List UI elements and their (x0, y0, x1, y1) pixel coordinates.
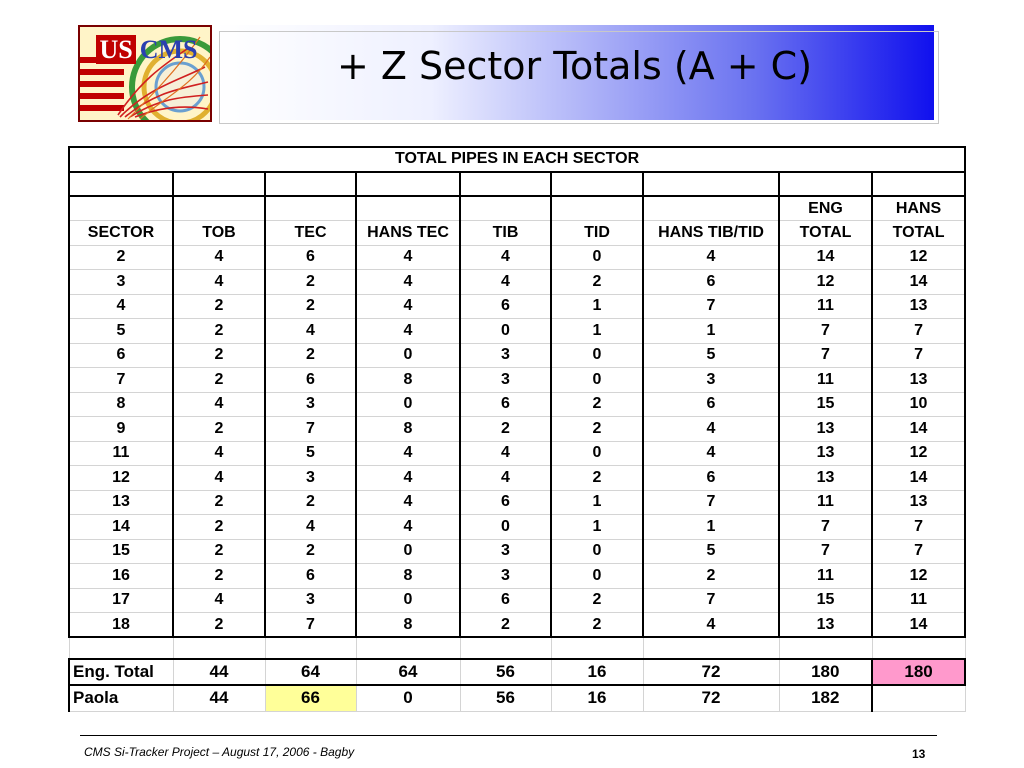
table-cell: 5 (643, 539, 779, 564)
header-cell (551, 196, 643, 221)
table-row (69, 466, 965, 491)
total-cell: 72 (643, 685, 779, 711)
table-cell: 3 (265, 588, 356, 613)
table-cell: 6 (643, 392, 779, 417)
table-cell: 2 (643, 564, 779, 589)
total-cell: 66 (265, 685, 356, 711)
table-cell: 8 (356, 564, 460, 589)
total-cell: Eng. Total (69, 659, 173, 685)
table-cell: 8 (69, 392, 173, 417)
total-cell: 0 (356, 685, 460, 711)
table-cell: 3 (265, 392, 356, 417)
table-cell: 4 (356, 294, 460, 319)
logo-us-text: US (96, 35, 135, 64)
table-cell: 2 (265, 343, 356, 368)
table-cell: 4 (69, 294, 173, 319)
table-row (69, 539, 965, 564)
table-cell: 2 (551, 613, 643, 638)
header-cell (460, 196, 551, 221)
table-cell: 4 (460, 441, 551, 466)
blank-row (69, 637, 965, 659)
header-cell (356, 196, 460, 221)
table-cell: 3 (265, 466, 356, 491)
header-cell: SECTOR (69, 221, 173, 246)
total-cell: 64 (265, 659, 356, 685)
table-cell: 7 (872, 539, 965, 564)
table-cell: 2 (173, 515, 265, 540)
total-cell: 182 (779, 685, 872, 711)
table-cell: 6 (265, 564, 356, 589)
table-cell: 4 (460, 466, 551, 491)
table-cell: 18 (69, 613, 173, 638)
total-cell: 16 (551, 685, 643, 711)
header-cell (69, 196, 173, 221)
table-cell: 1 (551, 294, 643, 319)
table-cell: 13 (779, 417, 872, 442)
table-cell: 4 (173, 270, 265, 295)
table-cell: 2 (173, 613, 265, 638)
header-cell: TOTAL (779, 221, 872, 246)
table-cell: 7 (872, 343, 965, 368)
table-cell: 6 (643, 270, 779, 295)
table-cell: 14 (872, 270, 965, 295)
table-cell: 11 (69, 441, 173, 466)
table-cell: 11 (779, 564, 872, 589)
table-cell: 7 (265, 613, 356, 638)
table-cell: 4 (356, 466, 460, 491)
table-cell: 8 (356, 417, 460, 442)
page-number: 13 (912, 747, 926, 761)
table-cell: 2 (551, 417, 643, 442)
table-cell: 4 (356, 270, 460, 295)
table-cell: 1 (643, 319, 779, 344)
table-row (69, 588, 965, 613)
table-cell: 2 (265, 294, 356, 319)
table-cell: 4 (356, 490, 460, 515)
table-cell: 7 (779, 539, 872, 564)
table-cell: 0 (356, 539, 460, 564)
table-cell: 13 (69, 490, 173, 515)
header-cell (173, 196, 265, 221)
total-cell: 180 (779, 659, 872, 685)
table-cell: 7 (779, 515, 872, 540)
table-cell: 14 (872, 417, 965, 442)
table-row (69, 490, 965, 515)
table-cell: 4 (173, 392, 265, 417)
table-cell: 3 (643, 368, 779, 393)
sector-pipes-table (68, 146, 966, 712)
table-cell: 6 (265, 245, 356, 270)
total-cell: 72 (643, 659, 779, 685)
total-cell: 56 (460, 685, 551, 711)
table-cell: 13 (779, 441, 872, 466)
table-cell: 2 (173, 368, 265, 393)
total-cell: Paola (69, 685, 173, 711)
table-cell: 0 (551, 564, 643, 589)
header-cell: ENG (779, 196, 872, 221)
table-row (69, 343, 965, 368)
table-cell: 12 (69, 466, 173, 491)
table-cell: 7 (779, 343, 872, 368)
table-cell: 4 (356, 319, 460, 344)
table-cell: 1 (551, 490, 643, 515)
table-cell: 4 (265, 515, 356, 540)
table-cell: 3 (460, 564, 551, 589)
table-cell: 14 (872, 613, 965, 638)
table-cell: 1 (551, 319, 643, 344)
table-cell: 13 (779, 613, 872, 638)
table-cell: 2 (265, 490, 356, 515)
table-cell: 2 (551, 392, 643, 417)
table-cell: 4 (265, 319, 356, 344)
table-cell: 7 (779, 319, 872, 344)
table-row (69, 319, 965, 344)
table-cell: 4 (643, 245, 779, 270)
table-cell: 4 (173, 245, 265, 270)
footer-divider (80, 735, 937, 736)
table-cell: 3 (460, 343, 551, 368)
total-cell: 180 (872, 659, 965, 685)
table-cell: 11 (779, 368, 872, 393)
paola-row (69, 685, 965, 711)
table-cell: 7 (69, 368, 173, 393)
table-cell: 4 (643, 417, 779, 442)
total-cell: 44 (173, 685, 265, 711)
footer-text: CMS Si-Tracker Project – August 17, 2006 - Bagby (84, 745, 355, 759)
table-cell: 11 (872, 588, 965, 613)
table-cell: 2 (173, 319, 265, 344)
table-cell: 13 (872, 490, 965, 515)
table-row (69, 564, 965, 589)
table-cell: 9 (69, 417, 173, 442)
table-cell: 7 (643, 490, 779, 515)
table-cell: 7 (643, 294, 779, 319)
header-cell (265, 196, 356, 221)
header-cell: HANS (872, 196, 965, 221)
header-row-top (69, 196, 965, 221)
table-cell: 5 (265, 441, 356, 466)
table-cell: 7 (872, 319, 965, 344)
table-cell: 4 (643, 613, 779, 638)
table-cell: 8 (356, 368, 460, 393)
header-cell: TOB (173, 221, 265, 246)
table-cell: 4 (173, 588, 265, 613)
total-cell: 44 (173, 659, 265, 685)
slide-title: + Z Sector Totals (A + C) (336, 44, 813, 88)
table-cell: 4 (356, 245, 460, 270)
header-cell: TOTAL (872, 221, 965, 246)
table-cell: 4 (356, 515, 460, 540)
table-cell: 2 (69, 245, 173, 270)
table-cell: 5 (643, 343, 779, 368)
table-cell: 15 (69, 539, 173, 564)
header-cell: TID (551, 221, 643, 246)
table-title-row (69, 147, 965, 172)
table-cell: 14 (872, 466, 965, 491)
table-cell: 6 (460, 588, 551, 613)
table-row (69, 515, 965, 540)
table-cell: 0 (356, 343, 460, 368)
header-cell: TEC (265, 221, 356, 246)
table-cell: 2 (551, 270, 643, 295)
table-cell: 3 (460, 539, 551, 564)
table-cell: 7 (643, 588, 779, 613)
logo-cms-text: CMS (139, 35, 198, 64)
table-cell: 15 (779, 588, 872, 613)
table-cell: 2 (460, 417, 551, 442)
table-cell: 14 (69, 515, 173, 540)
table-cell: 2 (551, 466, 643, 491)
table-cell: 11 (779, 294, 872, 319)
table-cell: 0 (356, 392, 460, 417)
table-cell: 15 (779, 392, 872, 417)
table-cell: 7 (872, 515, 965, 540)
table-cell: 2 (265, 539, 356, 564)
table-cell: 4 (460, 270, 551, 295)
table-cell: 4 (356, 441, 460, 466)
table-cell: 13 (872, 294, 965, 319)
blank-row (69, 172, 965, 197)
table-cell: 2 (173, 343, 265, 368)
table-cell: 13 (779, 466, 872, 491)
table-cell: 4 (173, 466, 265, 491)
header-cell: TIB (460, 221, 551, 246)
table-cell: 0 (460, 319, 551, 344)
table-cell: 1 (551, 515, 643, 540)
table-cell: 0 (551, 441, 643, 466)
table-cell: 12 (872, 245, 965, 270)
table-cell: 13 (872, 368, 965, 393)
table-title: TOTAL PIPES IN EACH SECTOR (69, 147, 965, 172)
total-cell: 16 (551, 659, 643, 685)
table-cell: 6 (265, 368, 356, 393)
total-cell: 56 (460, 659, 551, 685)
table-cell: 2 (551, 588, 643, 613)
table-cell: 17 (69, 588, 173, 613)
header-cell: HANS TEC (356, 221, 460, 246)
table-cell: 0 (551, 245, 643, 270)
table-cell: 0 (356, 588, 460, 613)
table-cell: 3 (69, 270, 173, 295)
table-cell: 2 (173, 417, 265, 442)
table-row (69, 270, 965, 295)
eng-total-row (69, 659, 965, 685)
table-row (69, 294, 965, 319)
table-cell: 0 (460, 515, 551, 540)
table-cell: 2 (460, 613, 551, 638)
header-cell: HANS TIB/TID (643, 221, 779, 246)
table-cell: 2 (173, 294, 265, 319)
table-cell: 6 (69, 343, 173, 368)
table-cell: 6 (460, 294, 551, 319)
table-cell: 6 (460, 490, 551, 515)
table-cell: 0 (551, 539, 643, 564)
table-row (69, 613, 965, 638)
table-cell: 8 (356, 613, 460, 638)
table-cell: 4 (460, 245, 551, 270)
table-cell: 6 (643, 466, 779, 491)
table-cell: 12 (779, 270, 872, 295)
table-cell: 5 (69, 319, 173, 344)
table-cell: 2 (265, 270, 356, 295)
table-row (69, 441, 965, 466)
table-cell: 14 (779, 245, 872, 270)
total-cell (872, 685, 965, 711)
table-cell: 3 (460, 368, 551, 393)
header-row-main (69, 221, 965, 246)
table-cell: 16 (69, 564, 173, 589)
table-cell: 1 (643, 515, 779, 540)
table-cell: 0 (551, 343, 643, 368)
table-cell: 12 (872, 441, 965, 466)
total-cell: 64 (356, 659, 460, 685)
table-row (69, 417, 965, 442)
table-cell: 2 (173, 490, 265, 515)
header-cell (643, 196, 779, 221)
table-cell: 2 (173, 539, 265, 564)
us-cms-logo (78, 25, 212, 122)
table-cell: 4 (643, 441, 779, 466)
table-cell: 12 (872, 564, 965, 589)
table-cell: 7 (265, 417, 356, 442)
table-cell: 10 (872, 392, 965, 417)
table-cell: 4 (173, 441, 265, 466)
table-row (69, 245, 965, 270)
logo-text (80, 35, 212, 65)
table-cell: 11 (779, 490, 872, 515)
table-cell: 0 (551, 368, 643, 393)
table-row (69, 368, 965, 393)
table-cell: 2 (173, 564, 265, 589)
table-row (69, 392, 965, 417)
table-cell: 6 (460, 392, 551, 417)
